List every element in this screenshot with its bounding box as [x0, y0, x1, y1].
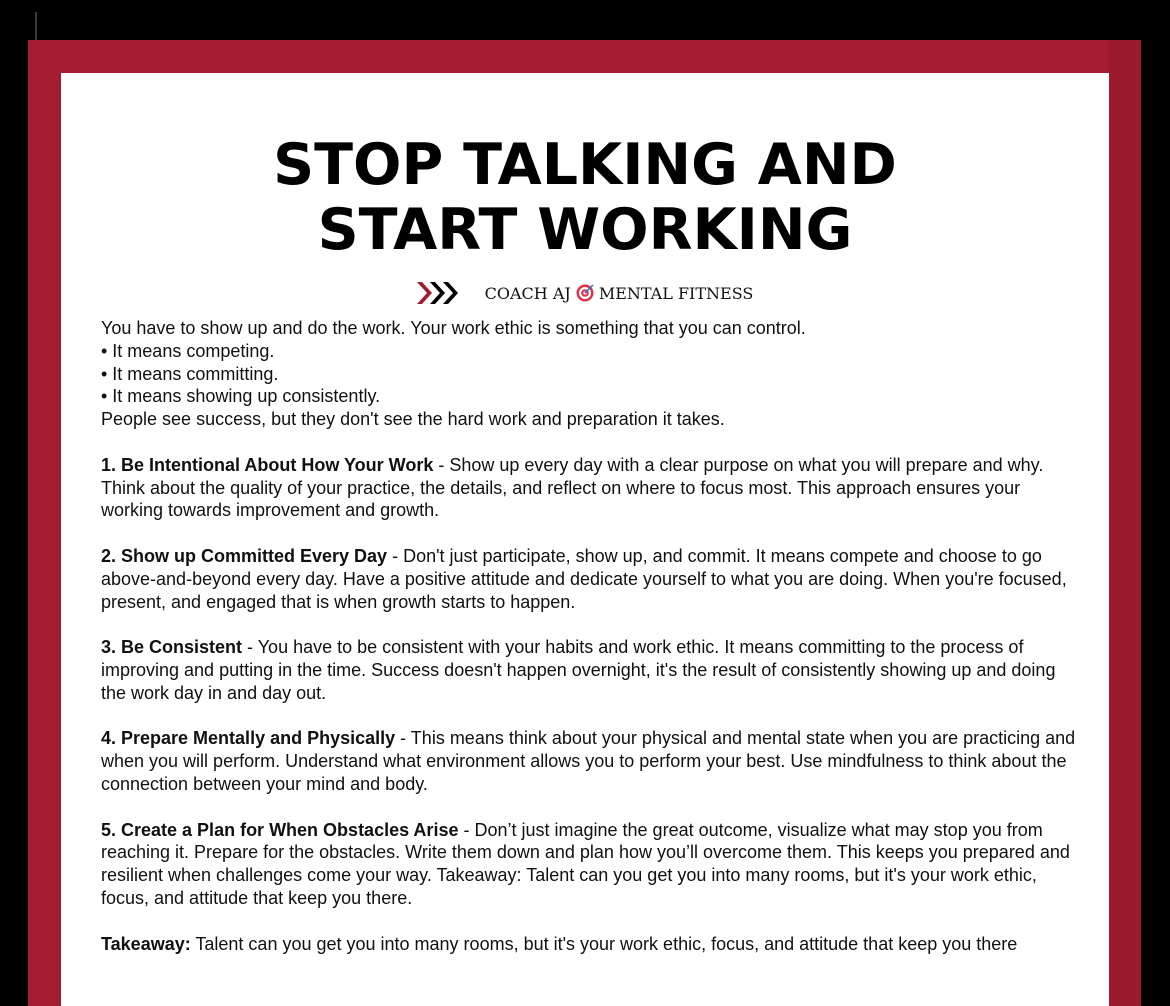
- section-4: [101, 727, 1076, 795]
- brand-name: MENTAL FITNESS: [598, 283, 754, 303]
- author-byline: [61, 278, 1109, 308]
- intro-line: You have to show up and do the work. Your work ethic is something that you can control.: [101, 318, 806, 338]
- section-2: [101, 545, 1076, 613]
- intro-block: [101, 317, 1076, 431]
- red-border-right-edge: [1108, 40, 1141, 1006]
- section-5: [101, 819, 1076, 910]
- title-line-1: STOP TALKING AND: [273, 132, 897, 198]
- section-heading: 3. Be Consistent: [101, 637, 243, 658]
- section-text: - Don't just participate, show up, and commit. It means compete and choose to go above-and-beyond every day. Have a positive attitude and dedicate yourself to what you are doing. When you're focused, present, and engaged that is when growth starts to happen.: [101, 545, 1067, 612]
- takeaway-text: Talent can you get you into many rooms, but it's your work ethic, focus, and attitude that keep you there: [190, 933, 1018, 954]
- bullet-item: • It means showing up consistently.: [101, 386, 381, 407]
- author-name: COACH AJ: [484, 283, 571, 303]
- page-title: [61, 133, 1109, 263]
- title-line-2: START WORKING: [317, 197, 853, 263]
- document-page: [61, 73, 1109, 1006]
- section-3: [101, 636, 1076, 704]
- section-text: - Don’t just imagine the great outcome, visualize what may stop you from reaching it. Prepare for the obstacles. Write them down and plan how you’ll overcome them. This keeps you prepared and resilient when challenges come your way. Takeaway: Talent can you get you into many rooms, but it's your work ethic, focus, and attitude that keep you there.: [101, 819, 1070, 908]
- section-text: - This means think about your physical and mental state when you are practicing and when you will perform. Understand what environment allows you to perform your best. Use mindfulness to think about the connection between your mind and body.: [101, 728, 1076, 794]
- article-body: [101, 317, 1076, 955]
- top-left-edge-mark: [35, 12, 37, 42]
- bullet-item: • It means committing.: [101, 363, 279, 384]
- section-heading: 5. Create a Plan for When Obstacles Arise: [101, 819, 459, 840]
- takeaway-paragraph: [101, 933, 1076, 956]
- takeaway-label: Takeaway:: [101, 933, 191, 954]
- bullet-item: • It means competing.: [101, 340, 275, 361]
- triple-chevron-icon: [417, 280, 461, 306]
- section-1: [101, 454, 1076, 522]
- section-heading: 4. Prepare Mentally and Physically: [101, 728, 396, 749]
- target-icon: [576, 284, 594, 302]
- section-heading: 1. Be Intentional About How Your Work: [101, 454, 434, 475]
- byline-text: [485, 284, 754, 303]
- section-text: - Show up every day with a clear purpose on what you will prepare and why. Think about the quality of your practice, the details, and reflect on where to focus most. This approach ensures your working towards improvement and growth.: [101, 454, 1044, 521]
- intro-closing-line: People see success, but they don't see the hard work and preparation it takes.: [101, 409, 725, 430]
- section-heading: 2. Show up Committed Every Day: [101, 545, 388, 566]
- section-text: - You have to be consistent with your habits and work ethic. It means committing to the process of improving and putting in the time. Success doesn't happen overnight, it's the result of consistently showing up and doing the work day in and day out.: [101, 637, 1056, 703]
